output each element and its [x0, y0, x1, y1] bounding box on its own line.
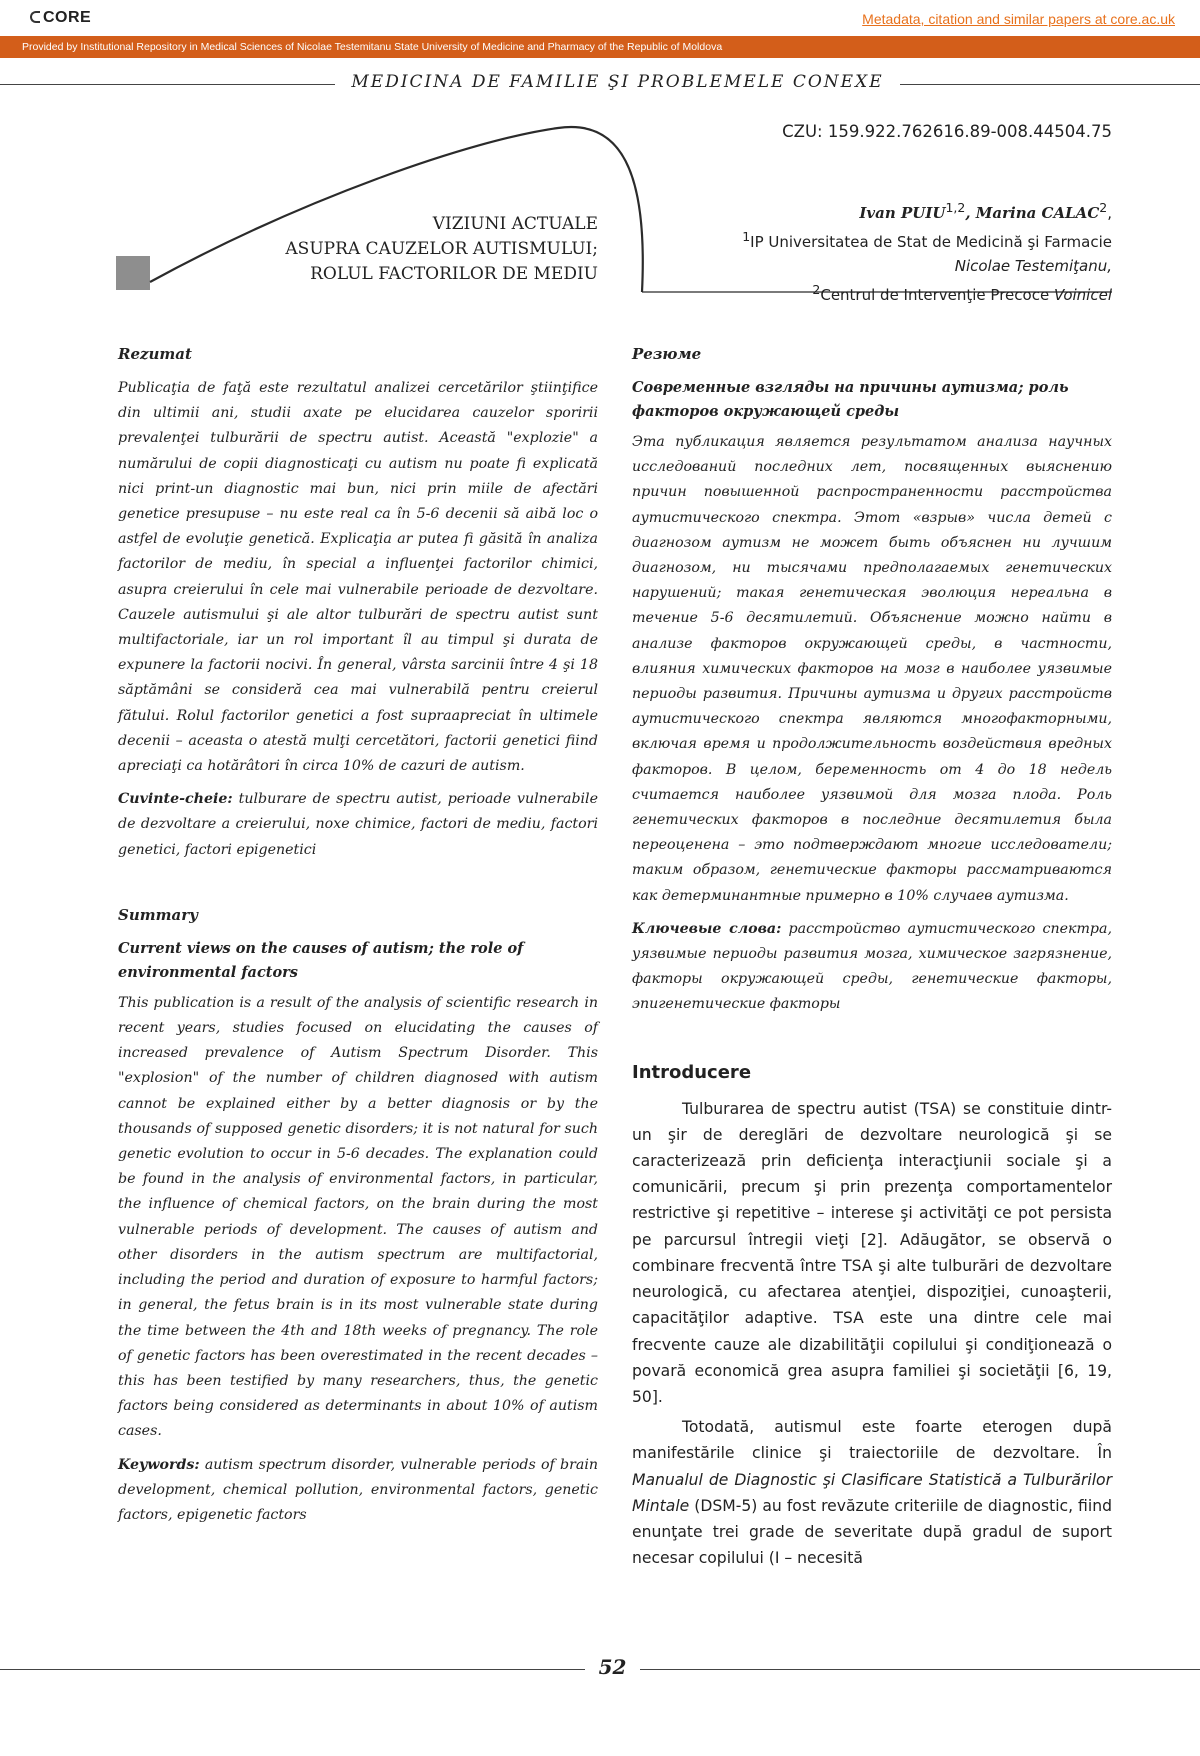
- intro-text: Totodată, autismul este foarte eterogen după manifestările clinice şi traiectoriile de dezvoltare. În: [632, 1418, 1112, 1463]
- intro-paragraph: [632, 1414, 1112, 1571]
- intro-italic-title: Manualul de Diagnostic şi Clasificare Statistică a Tulburărilor Mintale: [632, 1470, 1112, 1515]
- intro-paragraph: Tulburarea de spectru autist (TSA) se constituie dintr-un şir de dereglări de dezvoltare neurologică şi se caracterizează prin deficienţa interacţiunii sociale şi a comunicării, precum şi prin prezenţa comportamentelor restrictive şi repetitive – interese şi activităţi ce pot persista pe parcursul întregii vieţi [2]. Adăugător, se observă o combinare frecventă între TSA şi alte tulburări de dezvoltare neurologică, cu afectarea atenţiei, dispoziţiei, cunoaşterii, capacităţilor adaptive. TSA este una dintre cele mai frecvente cauze ale dizabilităţii copilului şi condiţionează o povară economică grea asupra familiei şi societăţii [6, 19, 50].: [632, 1099, 1112, 1406]
- title-line: ASUPRA CAUZELOR AUTISMULUI;: [285, 239, 598, 259]
- affiliation-italic: Voinicel: [1053, 286, 1112, 304]
- author-sup: 2: [1099, 200, 1108, 215]
- rezume-subtitle: Современные взгляды на причины аутизма; роль факторов окружающей среды: [632, 379, 1069, 420]
- summary-heading: Summary: [118, 905, 198, 924]
- article-title: [250, 212, 598, 287]
- keywords-text: расстройство аутистического спектра, уязвимые периоды развития мозга, химическое загрязнение, факторы окружающей среды, генетические факторы, эпигенетические факторы: [632, 920, 1112, 1013]
- keywords-text: tulburare de spectru autist, perioade vulnerabile de dezvoltare a creierului, noxe chimice, factori de mediu, factori genetici, factori epigenetici: [118, 791, 598, 858]
- affiliation-text: Centrul de Intervenţie Precoce: [820, 286, 1054, 304]
- page-number: 52: [598, 1655, 627, 1679]
- summary-keywords: [118, 1453, 598, 1529]
- title-line: ROLUL FACTORILOR DE MEDIU: [310, 264, 598, 284]
- author-sup: 1,2: [945, 200, 966, 215]
- keywords-text: autism spectrum disorder, vulnerable periods of brain development, chemical pollution, environmental factors, genetic factors, epigenetic factors: [118, 1456, 598, 1523]
- keywords-label: Keywords:: [118, 1456, 200, 1473]
- footer-rule-right: [640, 1669, 1200, 1670]
- intro-heading: Introducere: [632, 1061, 752, 1083]
- affiliation-sup: 1: [742, 229, 751, 244]
- rezume-keywords: [632, 917, 1112, 1018]
- right-column: [632, 342, 1112, 1571]
- title-line: VIZIUNI ACTUALE: [432, 214, 598, 234]
- decorative-square: [116, 256, 150, 290]
- journal-title: MEDICINA DE FAMILIE ŞI PROBLEMELE CONEXE: [351, 72, 884, 92]
- left-column: [118, 342, 598, 1528]
- summary-text: This publication is a result of the analysis of scientific research in recent years, studies focused on elucidating the causes of increased prevalence of Autism Spectrum Disorder. This "explosion" of the number of children diagnosed with autism cannot be explained either by a better diagnosis or by the thousands of supposed genetic disorders; it is not natural for such genetic evolution to occur in 5-6 decades. The explanation could be found in the analysis of environmental factors, in particular, the influence of chemical factors, on the brain during the most vulnerable periods of development. The causes of autism and other disorders in the autism spectrum are multifactorial, including the period and duration of exposure to harmful factors; in general, the fetus brain is in its most vulnerable state during the time between the 4th and 18th weeks of pregnancy. The role of genetic factors has been overestimated in the recent decades – this has been testified by many researchers, thus, the genetic factors being considered as determinants in about 10% of autism cases.: [118, 994, 598, 1440]
- rezumat-text: Publicaţia de faţă este rezultatul analizei cercetărilor ştiinţifice din ultimii ani, studii axate pe elucidarea cauzelor sporirii prevalenţei tulburării de spectru autist. Această "explozie" a numărului de copii diagnosticaţi cu autism nu poate fi explicată nici print-un diagnostic mai bun, nici prin miile de afectări genetice presupuse – nu este real ca în 5-6 decenii să aibă loc o astfel de evoluţie genetică. Explicaţia ar putea fi găsită în analiza factorilor de mediu, în special a influenţei factorilor chimici, asupra creierului în cele mai vulnerabile perioade de dezvoltare. Cauzele autismului şi ale altor tulburări de spectru autist sunt multifactoriale, iar un rol important îl au timpul şi durata de expunere la factorii nocivi. În general, vârsta sarcinii între 4 şi 18 săptămâni se consideră cea mai vulnerabilă pentru creierul fătului. Rolul factorilor genetici a fost supraapreciat în ultimele decenii – aceasta o atestă mulţi cercetători, factorii genetici fiind apreciaţi ca hotărâtori în circa 10% de cazuri de autism.: [118, 380, 598, 775]
- author-names: [640, 196, 1112, 225]
- affiliation-2: [640, 278, 1112, 307]
- affiliation-1-line2: Nicolae Testemiţanu,: [954, 257, 1112, 275]
- rezume-text: Эта публикация является результатом анализа научных исследований последних лет, посвященных выяснению причин повышенной распространенности расстройства аутистического спектра. Этот «взрыв» числа детей с диагнозом аутизм не может быть объяснен ни лучшим диагнозом, ни тысячами предполагаемых генетических нарушений; такая генетическая эволюция нереальна в течение 5-6 десятилетий. Объяснение можно найти в анализе факторов окружающей среды, в частности, влияния химических факторов на мозг в наиболее уязвимые периоды развития. Причины аутизма и других расстройств аутистического спектра являются многофакторными, включая время и продолжительность воздействия вредных факторов. В целом, беременность от 4 до 18 недель считается наиболее уязвимой для мозга плода. Роль генетических факторов в последние десятилетия была переоценена – это подтверждают многие исследователи; таким образом, генетические факторы рассматриваются как детерминантные примерно в 10% случаев аутизма.: [632, 434, 1112, 904]
- authors-block: [640, 196, 1112, 307]
- affiliation-text: IP Universitatea de Stat de Medicină şi Farmacie: [750, 233, 1112, 251]
- rezumat-heading: Rezumat: [118, 345, 192, 363]
- page-footer: [0, 1655, 1200, 1685]
- footer-rule-left: [0, 1669, 585, 1670]
- core-logo-text: CORE: [43, 9, 92, 26]
- author-separator: ,: [965, 204, 976, 222]
- rezume-heading: Резюме: [632, 345, 702, 363]
- metadata-link[interactable]: Metadata, citation and similar papers at core.ac.uk: [862, 11, 1175, 27]
- summary-subtitle: Current views on the causes of autism; the role of environmental factors: [118, 939, 524, 981]
- czu-code: CZU: 159.922.762616.89-008.44504.75: [782, 122, 1112, 141]
- author-name: Ivan PUIU: [859, 204, 946, 222]
- rezumat-keywords: [118, 787, 598, 863]
- keywords-label: Ключевые слова:: [632, 920, 782, 937]
- intro-text: (DSM-5) au fost revăzute criteriile de diagnostic, fiind enunţate trei grade de severitate după gradul de suport necesar copilului (I – necesită: [632, 1496, 1112, 1568]
- author-names-end: ,: [1107, 204, 1112, 222]
- provided-by-text[interactable]: Provided by Institutional Repository in Medical Sciences of Nicolae Testemitanu State University of Medicine and Pharmacy of the Republic of Moldova: [22, 41, 723, 53]
- affiliation-sup: 2: [812, 282, 821, 297]
- affiliation-1: [640, 225, 1112, 254]
- keywords-label: Cuvinte-cheie:: [118, 791, 233, 808]
- author-name: Marina CALAC: [975, 204, 1100, 222]
